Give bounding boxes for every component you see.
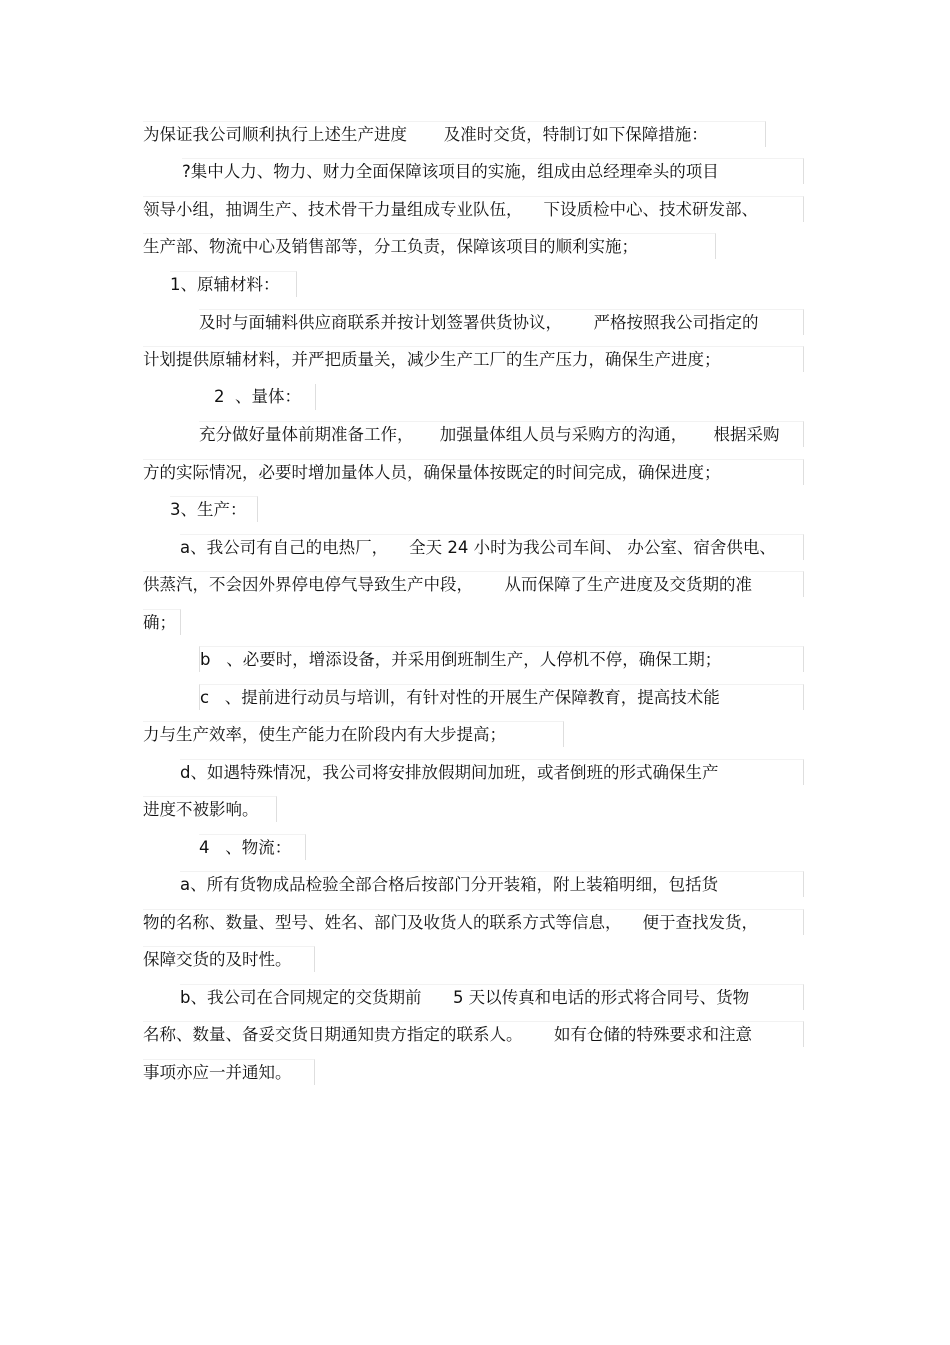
production-line: d、如遇特殊情况，我公司将安排放假期间加班，或者倒班的形式确保生产 [180, 759, 804, 785]
production-line: 供蒸汽，不会因外界停电停气导致生产中段， 从而保障了生产进度及交货期的准 [143, 571, 804, 597]
materials-line: 及时与面辅料供应商联系并按计划签署供货协议， 严格按照我公司指定的 [199, 309, 804, 335]
materials-line: 计划提供原辅材料，并严把质量关，减少生产工厂的生产压力，确保生产进度； [143, 346, 804, 372]
logistics-line: 保障交货的及时性。 [143, 946, 315, 972]
production-line: 进度不被影响。 [143, 796, 277, 822]
section-heading-logistics: 4 、物流： [199, 834, 306, 860]
logistics-line: 事项亦应一并通知。 [143, 1059, 315, 1085]
production-line: b 、必要时，增添设备，并采用倒班制生产，人停机不停，确保工期； [199, 646, 804, 672]
section-heading-measurement: 2 、量体： [214, 384, 316, 410]
logistics-line: 物的名称、数量、型号、姓名、部门及收货人的联系方式等信息， 便于查找发货， [143, 909, 804, 935]
production-line: 确； [143, 609, 181, 635]
measurement-line: 充分做好量体前期准备工作， 加强量体组人员与采购方的沟通， 根据采购 [199, 421, 804, 447]
production-line: c 、提前进行动员与培训，有针对性的开展生产保障教育，提高技术能 [199, 684, 804, 710]
measurement-line: 方的实际情况，必要时增加量体人员，确保量体按既定的时间完成，确保进度； [143, 459, 804, 485]
logistics-line: b、我公司在合同规定的交货期前 5 天以传真和电话的形式将合同号、货物 [180, 984, 804, 1010]
intro-line: 为保证我公司顺利执行上述生产进度 及准时交货，特制订如下保障措施： [143, 121, 766, 147]
logistics-line: 名称、数量、备妥交货日期通知贵方指定的联系人。 如有仓储的特殊要求和注意 [143, 1021, 804, 1047]
section-heading-materials: 1、原辅材料： [170, 271, 297, 297]
measure-line: 领导小组，抽调生产、技术骨干力量组成专业队伍， 下设质检中心、技术研发部、 [143, 196, 804, 222]
production-line: a、我公司有自己的电热厂， 全天 24 小时为我公司车间、 办公室、宿舍供电、 [180, 534, 804, 560]
production-line: 力与生产效率，使生产能力在阶段内有大步提高； [143, 721, 564, 747]
logistics-line: a、所有货物成品检验全部合格后按部门分开装箱，附上装箱明细，包括货 [180, 871, 804, 897]
measure-line: 生产部、物流中心及销售部等，分工负责，保障该项目的顺利实施； [143, 233, 716, 259]
measure-line: ?集中人力、物力、财力全面保障该项目的实施，组成由总经理牵头的项目 [182, 158, 804, 184]
section-heading-production: 3、生产： [170, 496, 258, 522]
